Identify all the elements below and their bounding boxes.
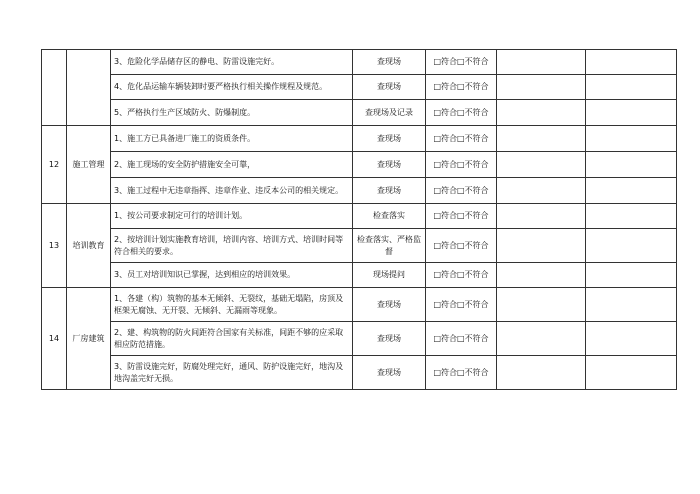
check-item: 1、按公司要求制定可行的培训计划。 (111, 204, 353, 229)
category-cell: 培训教育 (67, 204, 111, 288)
blank-cell[interactable] (497, 288, 586, 322)
result-checkbox-pair[interactable]: □符合□不符合 (426, 178, 497, 204)
check-item: 5、严格执行生产区域防火、防爆制度。 (111, 100, 353, 126)
blank-cell[interactable] (497, 178, 586, 204)
table-row (42, 100, 677, 126)
check-method: 检查落实、严格监督 (353, 229, 426, 263)
check-item: 3、危险化学品储存区的静电、防雷设施完好。 (111, 50, 353, 75)
check-method: 查现场 (353, 75, 426, 100)
result-checkbox-pair[interactable]: □符合□不符合 (426, 263, 497, 288)
blank-cell[interactable] (497, 263, 586, 288)
category-cell: 厂房建筑 (67, 288, 111, 390)
blank-cell[interactable] (497, 50, 586, 75)
blank-cell[interactable] (586, 100, 677, 126)
check-item: 1、施工方已具备进厂施工的资质条件。 (111, 126, 353, 152)
check-item: 4、危化品运输车辆装卸时要严格执行相关操作规程及规范。 (111, 75, 353, 100)
check-method: 查现场 (353, 322, 426, 356)
blank-cell[interactable] (586, 204, 677, 229)
blank-cell[interactable] (497, 229, 586, 263)
blank-cell[interactable] (586, 263, 677, 288)
blank-cell[interactable] (586, 322, 677, 356)
result-checkbox-pair[interactable]: □符合□不符合 (426, 152, 497, 178)
check-method: 查现场 (353, 178, 426, 204)
result-checkbox-pair[interactable]: □符合□不符合 (426, 126, 497, 152)
blank-cell[interactable] (586, 75, 677, 100)
check-method: 查现场及记录 (353, 100, 426, 126)
check-method: 查现场 (353, 288, 426, 322)
table-row (42, 204, 677, 229)
inspection-table (41, 49, 677, 390)
check-method: 现场提问 (353, 263, 426, 288)
blank-cell[interactable] (586, 126, 677, 152)
row-number-cell: 13 (42, 204, 67, 288)
blank-cell[interactable] (497, 75, 586, 100)
blank-cell[interactable] (497, 356, 586, 390)
blank-cell[interactable] (586, 152, 677, 178)
table-row (42, 152, 677, 178)
check-method: 查现场 (353, 356, 426, 390)
check-method: 查现场 (353, 126, 426, 152)
blank-cell[interactable] (586, 229, 677, 263)
row-number-cell (42, 50, 67, 126)
check-method: 检查落实 (353, 204, 426, 229)
result-checkbox-pair[interactable]: □符合□不符合 (426, 322, 497, 356)
table-row (42, 75, 677, 100)
category-cell: 施工管理 (67, 126, 111, 204)
table-row (42, 322, 677, 356)
result-checkbox-pair[interactable]: □符合□不符合 (426, 204, 497, 229)
check-item: 3、施工过程中无违章指挥、违章作业、违反本公司的相关规定。 (111, 178, 353, 204)
table-row (42, 229, 677, 263)
blank-cell[interactable] (497, 322, 586, 356)
check-item: 2、按培训计划实施教育培训，培训内容、培训方式、培训时间等符合相关的要求。 (111, 229, 353, 263)
blank-cell[interactable] (586, 356, 677, 390)
blank-cell[interactable] (497, 152, 586, 178)
table-row (42, 50, 677, 75)
result-checkbox-pair[interactable]: □符合□不符合 (426, 75, 497, 100)
result-checkbox-pair[interactable]: □符合□不符合 (426, 50, 497, 75)
table-row (42, 263, 677, 288)
result-checkbox-pair[interactable]: □符合□不符合 (426, 356, 497, 390)
blank-cell[interactable] (497, 204, 586, 229)
table-row (42, 288, 677, 322)
check-method: 查现场 (353, 152, 426, 178)
result-checkbox-pair[interactable]: □符合□不符合 (426, 288, 497, 322)
result-checkbox-pair[interactable]: □符合□不符合 (426, 229, 497, 263)
table-row (42, 356, 677, 390)
category-cell (67, 50, 111, 126)
blank-cell[interactable] (586, 50, 677, 75)
check-item: 3、防雷设施完好，防腐处理完好，通风、防护设施完好，地沟及地沟盖完好无损。 (111, 356, 353, 390)
table-row (42, 126, 677, 152)
blank-cell[interactable] (586, 288, 677, 322)
blank-cell[interactable] (497, 126, 586, 152)
check-item: 1、各建（构）筑物的基本无倾斜、无裂纹，基础无塌陷，房顶及框架无腐蚀、无开裂、无倾斜、无漏雨等现象。 (111, 288, 353, 322)
check-item: 2、施工现场的安全防护措施安全可靠， (111, 152, 353, 178)
check-item: 2、建、构筑物的防火间距符合国家有关标准，间距不够的应采取相应防范措施。 (111, 322, 353, 356)
blank-cell[interactable] (586, 178, 677, 204)
row-number-cell: 12 (42, 126, 67, 204)
check-item: 3、员工对培训知识已掌握，达到相应的培训效果。 (111, 263, 353, 288)
result-checkbox-pair[interactable]: □符合□不符合 (426, 100, 497, 126)
row-number-cell: 14 (42, 288, 67, 390)
check-method: 查现场 (353, 50, 426, 75)
blank-cell[interactable] (497, 100, 586, 126)
table-row (42, 178, 677, 204)
